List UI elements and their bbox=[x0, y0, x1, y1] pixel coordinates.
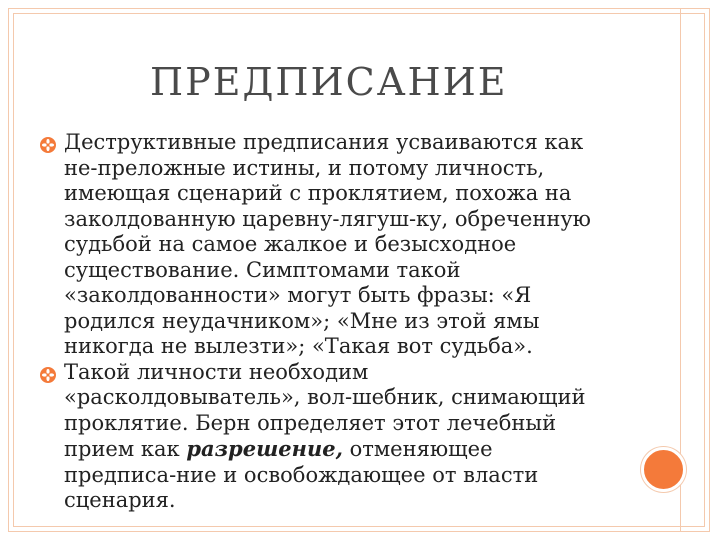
text-line: Такой личности необходим bbox=[64, 359, 369, 384]
text-line: никогда не вылезти»; «Такая вот судьба». bbox=[64, 334, 533, 358]
text-line: предписа-ние и освобождающее от власти bbox=[64, 462, 539, 487]
text-line: сценария. bbox=[64, 488, 176, 512]
text-line: не-преложные истины, и потому личность, bbox=[64, 155, 545, 180]
sun-flower-bullet-icon bbox=[40, 137, 56, 153]
frame-side-line bbox=[680, 9, 681, 531]
bullet-item-2 bbox=[40, 360, 640, 514]
slide-title: ПРЕДПИСАНИЕ bbox=[150, 60, 508, 104]
text-line: заколдованную царевну-лягуш-ку, обреченную bbox=[64, 206, 591, 231]
bullet-text-2 bbox=[64, 360, 640, 514]
text-line: судьбой на самое жалкое и безысходное bbox=[64, 232, 517, 256]
sun-flower-bullet-icon bbox=[40, 367, 56, 383]
bullet-text-1 bbox=[64, 130, 640, 360]
text-line: «заколдованности» могут быть фразы: «Я bbox=[64, 283, 532, 307]
slide-content bbox=[40, 130, 640, 514]
text-fragment: отменяющее bbox=[342, 437, 493, 461]
text-fragment: прием как bbox=[64, 437, 187, 461]
text-line: проклятие. Берн определяет этот лечебный bbox=[64, 410, 557, 435]
text-line-with-emphasis bbox=[64, 436, 640, 463]
orange-circle-decoration bbox=[641, 447, 686, 492]
bullet-item-1 bbox=[40, 130, 640, 360]
text-line: Деструктивные предписания усваиваются как bbox=[64, 130, 584, 154]
text-line: имеющая сценарий с проклятием, похожа на bbox=[64, 181, 572, 205]
text-line: существование. Симптомами такой bbox=[64, 257, 461, 282]
text-line: «расколдовыватель», вол-шебник, снимающий bbox=[64, 385, 586, 409]
text-line: родился неудачником»; «Мне из этой ямы bbox=[64, 308, 540, 333]
emphasized-term: разрешение, bbox=[186, 436, 343, 461]
